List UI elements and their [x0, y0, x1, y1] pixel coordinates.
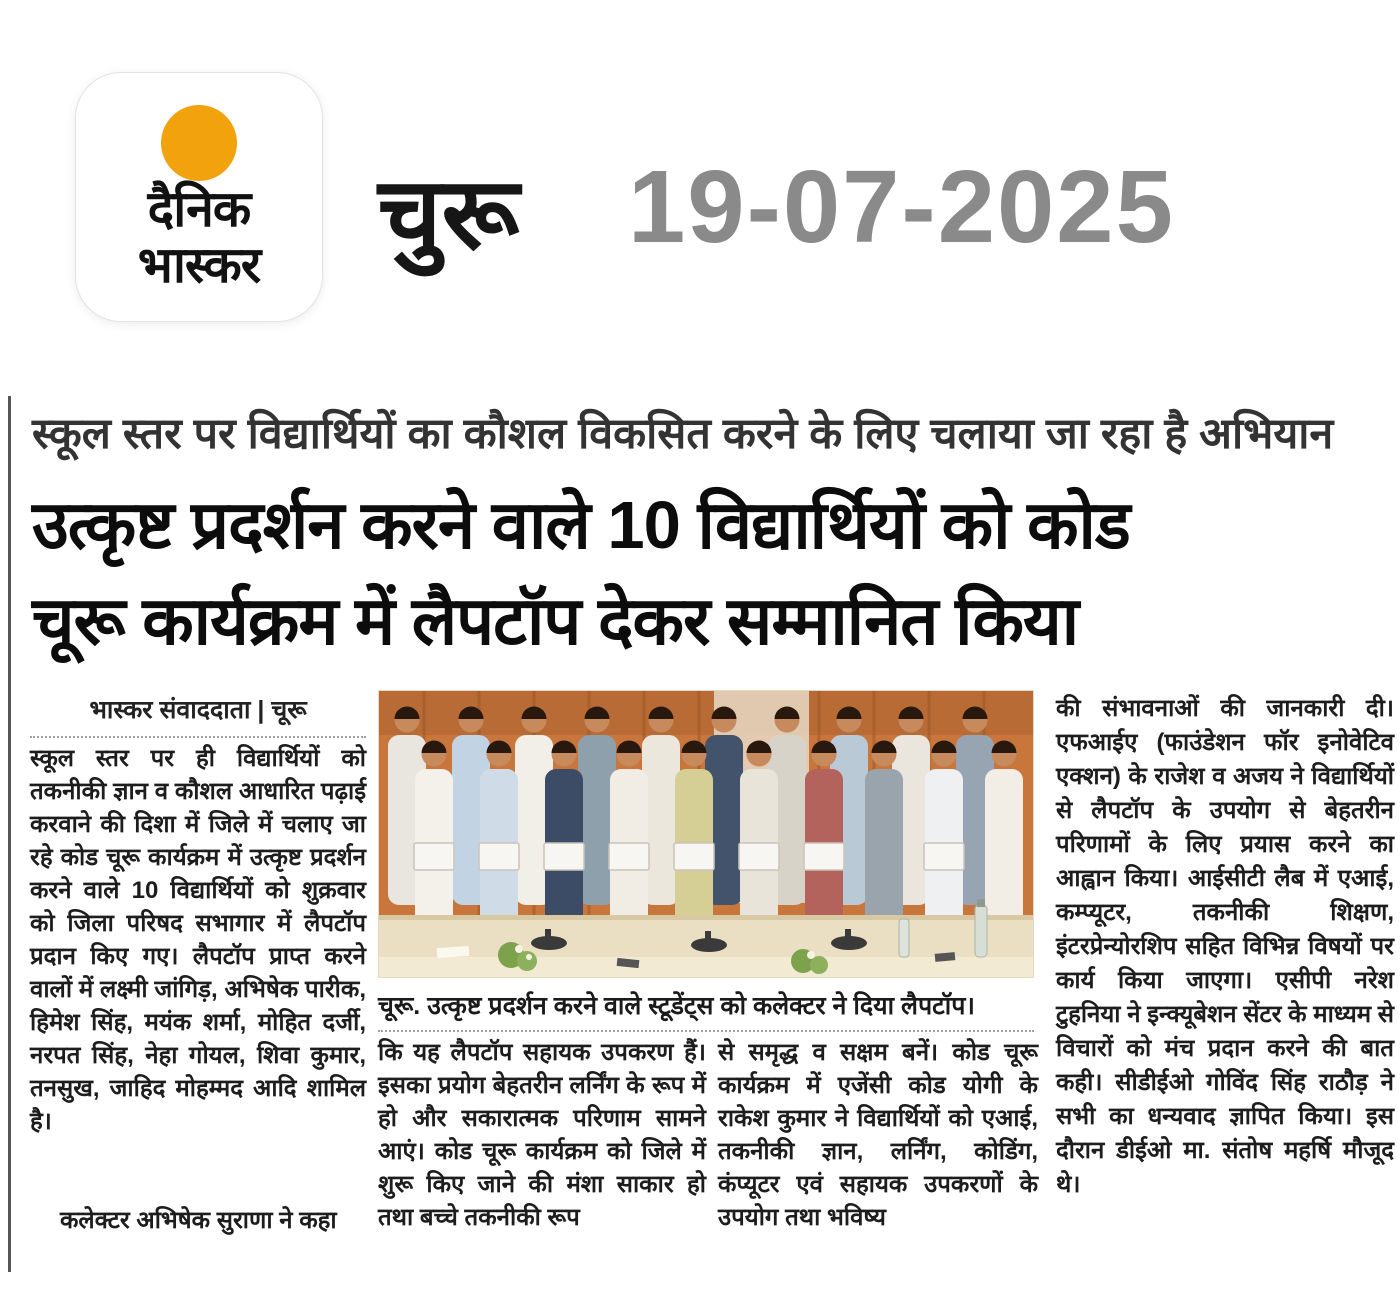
- headline-line1: उत्कृष्ट प्रदर्शन करने वाले 10 विद्यार्थियों को कोड: [32, 488, 1130, 563]
- logo-title-line1: दैनिक: [147, 181, 251, 237]
- headline-line2: चूरू कार्यक्रम में लैपटॉप देकर सम्मानित किया: [32, 584, 1079, 659]
- logo-title-line2: भास्कर: [137, 237, 261, 293]
- byline: भास्कर संवाददाता | चूरू: [30, 692, 366, 738]
- edition-title: चुरू: [378, 158, 520, 270]
- left-column-paragraph-2: कलेक्टर अभिषेक सुराणा ने कहा: [60, 1207, 337, 1234]
- right-column: की संभावनाओं की जानकारी दी। एफआईए (फाउंडेशन फॉर इनोवेटिव एक्शन) के राजेश व अजय ने विद्यार्थियों से लैपटॉप के उपयोग से बेहतरीन परिणामों के लिए प्रयास करने का आह्वान किया। आईसीटी लैब में एआई, कम्प्यूटर, तकनीकी शिक्षण, इंटरप्रेन्योरशिप सहित विभिन्न विषयों पर कार्य किया जाएगा। एसीपी नरेश टुहनिया ने इन्क्यूबेशन सेंटर के माध्यम से विचारों को मंच प्रदान करने की बात कही। सीडीईओ गोविंद सिंह राठौड़ ने सभी का धन्यवाद ज्ञापित किया। इस दौरान डीईओ मा. संतोष महर्षि मौजूद थे।: [1056, 695, 1394, 1198]
- mid-column-1: कि यह लैपटॉप सहायक उपकरण हैं। इसका प्रयोग बेहतरीन लर्निंग के रूप में हो और सकारात्मक परिणाम सामने आएं। कोड चूरू कार्यक्रम को जिले में शुरू किए जाने की मंशा साकार हो तथा बच्चे तकनीकी रूप: [378, 1039, 706, 1231]
- dainik-bhaskar-logo: [75, 72, 323, 322]
- left-column-paragraph: स्कूल स्तर पर ही विद्यार्थियों को तकनीकी ज्ञान व कौशल आधारित पढ़ाई करवाने की दिशा में जिले में चलाए जा रहे कोड चूरू कार्यक्रम में उत्कृष्ट प्रदर्शन करने वाले 10 विद्यार्थियों को शुक्रवार को जिला परिषद सभागार में लैपटॉप प्रदान किए गए। लैपटॉप प्राप्त करने वालों में लक्ष्मी जांगिड़, अभिषेक पारीक, हिमेश सिंह, मयंक शर्मा, मोहित दर्जी, नरपत सिंह, नेहा गोयल, शिवा कुमार, तनसुख, जाहिद मोहम्मद आदि शामिल है।: [30, 745, 366, 1135]
- logo-sun-icon: [161, 105, 237, 181]
- news-photo: [378, 690, 1034, 978]
- photo-caption: चूरू. उत्कृष्ट प्रदर्शन करने वाले स्टूडेंट्स को कलेक्टर ने दिया लैपटॉप।: [378, 988, 1034, 1032]
- kicker-headline: स्कूल स्तर पर विद्यार्थियों का कौशल विकसित करने के लिए चलाया जा रहा है अभियान: [32, 410, 1334, 458]
- logo-title: [76, 181, 322, 293]
- mid-column-2: से समृद्ध व सक्षम बनें। कोड चूरू कार्यक्रम में एजेंसी कोड योगी के राकेश कुमार ने विद्यार्थियों को एआई, तकनीकी ज्ञान, लर्निंग, कोडिंग, कंप्यूटर एवं सहायक उपकरणों के उपयोग तथा भविष्य: [718, 1039, 1038, 1231]
- issue-date: 19-07-2025: [628, 149, 1175, 264]
- main-headline: [32, 478, 1382, 670]
- article-left-rule: [8, 396, 11, 1272]
- news-photo-graphic: [379, 691, 1033, 977]
